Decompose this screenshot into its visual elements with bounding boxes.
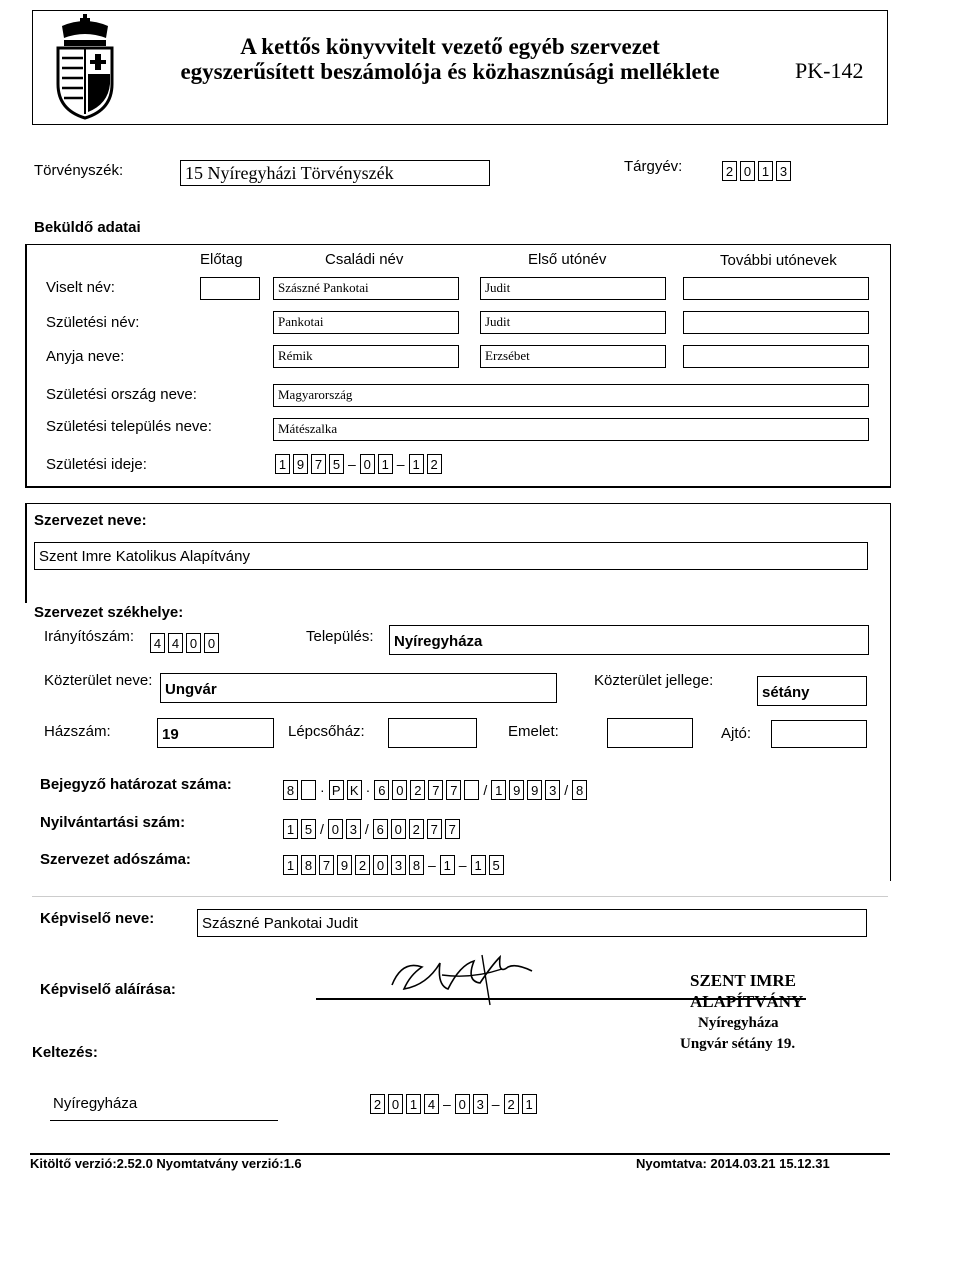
date-label: Keltezés: — [32, 1044, 98, 1061]
separator: – — [458, 857, 467, 873]
digit-cell[interactable]: 7 — [445, 819, 460, 839]
digit-cell[interactable] — [464, 780, 479, 800]
street-value: Ungvár — [165, 681, 217, 698]
digit-cell[interactable]: 1 — [440, 855, 455, 875]
house-field[interactable] — [157, 718, 274, 748]
birth-city-field[interactable] — [273, 418, 869, 441]
worn-first-value: Judit — [485, 280, 511, 295]
separator: / — [320, 821, 324, 837]
digit-cell[interactable]: 4 — [150, 633, 165, 653]
digit-cell[interactable]: 3 — [776, 161, 791, 181]
tax-cells[interactable] — [283, 855, 507, 875]
separator: / — [364, 821, 369, 837]
digit-cell[interactable]: 3 — [473, 1094, 488, 1114]
signature-label: Képviselő aláírása: — [40, 981, 176, 998]
form-title-line1: A kettős könyvvitelt vezető egyéb szervezet — [240, 34, 660, 59]
birth-date-label: Születési ideje: — [46, 456, 147, 473]
city-field[interactable] — [389, 625, 869, 655]
col-prefix: Előtag — [200, 251, 243, 268]
digit-cell[interactable]: 1 — [406, 1094, 421, 1114]
digit-cell[interactable]: 1 — [275, 454, 290, 474]
birth-city-label: Születési település neve: — [46, 418, 212, 435]
digit-cell[interactable]: 1 — [471, 855, 486, 875]
col-other: További utónevek — [720, 252, 837, 269]
worn-other-field[interactable] — [683, 277, 869, 300]
digit-cell[interactable]: 0 — [328, 819, 343, 839]
worn-prefix-field[interactable] — [200, 277, 260, 300]
digit-cell[interactable]: 2 — [722, 161, 737, 181]
court-value: 15 Nyíregyházi Törvényszék — [185, 163, 394, 183]
tax-label: Szervezet adószáma: — [40, 851, 191, 868]
digit-cell[interactable]: 9 — [293, 454, 308, 474]
footer-rule — [30, 1153, 890, 1155]
house-value: 19 — [162, 726, 179, 743]
court-label: Törvényszék: — [34, 162, 124, 179]
birth-date-cells[interactable] — [275, 454, 445, 474]
city-label: Település: — [306, 628, 374, 645]
street-type-field[interactable] — [757, 676, 867, 706]
digit-cell[interactable]: P — [329, 780, 344, 800]
digit-cell[interactable]: 1 — [522, 1094, 537, 1114]
footer-right: Nyomtatva: 2014.03.21 15.12.31 — [636, 1156, 830, 1171]
zip-cells[interactable] — [150, 633, 222, 653]
digit-cell[interactable]: 0 — [740, 161, 755, 181]
reg-decision-label: Bejegyző határozat száma: — [40, 776, 232, 793]
worn-name-label: Viselt név: — [46, 279, 115, 296]
stamp-line3: Nyíregyháza — [698, 1015, 779, 1031]
stamp-line1: SZENT IMRE — [690, 971, 796, 990]
birth-country-field[interactable] — [273, 384, 869, 407]
digit-cell[interactable]: 7 — [319, 855, 334, 875]
mother-family-field[interactable] — [273, 345, 459, 368]
rep-top-rule — [32, 896, 888, 897]
street-type-value: sétány — [762, 684, 810, 701]
digit-cell[interactable]: 2 — [355, 855, 370, 875]
birth-first-value: Judit — [485, 314, 511, 329]
separator: / — [483, 782, 488, 798]
digit-cell[interactable]: 7 — [311, 454, 326, 474]
coat-of-arms-icon — [50, 14, 120, 120]
birth-country-label: Születési ország neve: — [46, 386, 197, 403]
digit-cell[interactable]: 0 — [204, 633, 219, 653]
worn-family-field[interactable] — [273, 277, 459, 300]
signature-image — [382, 945, 542, 1015]
digit-cell[interactable]: 1 — [491, 780, 506, 800]
street-type-label: Közterület jellege: — [594, 672, 714, 689]
birth-city-value: Mátészalka — [278, 421, 338, 436]
door-field[interactable] — [771, 720, 867, 748]
digit-cell[interactable]: 9 — [509, 780, 524, 800]
form-title-line2: egyszerűsített beszámolója és közhasznúsági melléklete — [180, 59, 720, 84]
digit-cell[interactable]: 4 — [424, 1094, 439, 1114]
separator: / — [564, 782, 569, 798]
digit-cell[interactable]: 2 — [370, 1094, 385, 1114]
place-value: Nyíregyháza — [53, 1095, 138, 1112]
digit-cell[interactable]: 2 — [409, 819, 424, 839]
mother-first-field[interactable] — [480, 345, 666, 368]
form-code: PK-142 — [795, 58, 864, 83]
digit-cell[interactable]: 5 — [301, 819, 316, 839]
sender-left-rule — [25, 244, 27, 488]
digit-cell[interactable]: 7 — [427, 819, 442, 839]
floor-label: Emelet: — [508, 723, 559, 740]
door-label: Ajtó: — [721, 725, 752, 742]
floor-field[interactable] — [607, 718, 693, 748]
separator: – — [428, 857, 436, 873]
org-seat-label: Szervezet székhelye: — [34, 604, 184, 621]
digit-cell[interactable]: 9 — [527, 780, 542, 800]
digit-cell[interactable]: 1 — [283, 855, 298, 875]
stamp-line4: Ungvár sétány 19. — [680, 1036, 796, 1052]
digit-cell[interactable]: 0 — [455, 1094, 470, 1114]
separator: · — [320, 782, 325, 798]
separator: · — [365, 782, 371, 798]
year-cells[interactable] — [722, 161, 794, 181]
mother-name-label: Anyja neve: — [46, 348, 125, 365]
digit-cell[interactable]: 9 — [337, 855, 352, 875]
mother-family-value: Rémik — [278, 348, 313, 363]
city-value: Nyíregyháza — [394, 633, 483, 650]
digit-cell[interactable]: 8 — [409, 855, 424, 875]
court-field[interactable] — [180, 160, 490, 186]
digit-cell[interactable]: 3 — [391, 855, 406, 875]
digit-cell[interactable]: 0 — [186, 633, 201, 653]
digit-cell[interactable]: 8 — [283, 780, 298, 800]
digit-cell[interactable]: 0 — [392, 780, 407, 800]
separator: – — [443, 1096, 451, 1112]
year-label: Tárgyév: — [624, 158, 683, 175]
digit-cell[interactable]: 3 — [545, 780, 560, 800]
stair-label: Lépcsőház: — [288, 723, 365, 740]
digit-cell[interactable]: 0 — [373, 855, 388, 875]
birth-family-field[interactable] — [273, 311, 459, 334]
digit-cell[interactable]: 3 — [346, 819, 361, 839]
digit-cell[interactable] — [301, 780, 316, 800]
reg-decision-cells[interactable] — [283, 780, 590, 800]
stair-field[interactable] — [388, 718, 477, 748]
worn-first-field[interactable] — [480, 277, 666, 300]
rep-name-field[interactable] — [197, 909, 867, 937]
digit-cell[interactable]: 2 — [504, 1094, 519, 1114]
digit-cell[interactable]: 5 — [329, 454, 344, 474]
digit-cell[interactable]: 0 — [391, 819, 406, 839]
mother-other-field[interactable] — [683, 345, 869, 368]
worn-family-value: Szászné Pankotai — [278, 280, 369, 295]
sender-heading: Beküldő adatai — [34, 219, 141, 236]
digit-cell[interactable]: 1 — [409, 454, 424, 474]
digit-cell[interactable]: 1 — [378, 454, 393, 474]
birth-other-field[interactable] — [683, 311, 869, 334]
org-name-field[interactable] — [34, 542, 868, 570]
digit-cell[interactable]: 6 — [373, 819, 388, 839]
zip-label: Irányítószám: — [44, 628, 135, 645]
org-name-value: Szent Imre Katolikus Alapítvány — [39, 548, 250, 565]
digit-cell[interactable]: K — [347, 780, 362, 800]
org-name-label: Szervezet neve: — [34, 512, 147, 529]
sender-bottom-rule — [25, 486, 891, 488]
digit-cell[interactable]: 4 — [168, 633, 183, 653]
birth-country-value: Magyarország — [278, 387, 353, 402]
stamp-line2: ALAPÍTVÁNY — [690, 992, 804, 1011]
separator: – — [491, 1096, 500, 1112]
registry-label: Nyilvántartási szám: — [40, 814, 186, 831]
digit-cell[interactable]: 1 — [758, 161, 773, 181]
digit-cell[interactable]: 2 — [427, 454, 442, 474]
place-line — [50, 1120, 278, 1121]
digit-cell[interactable]: 0 — [388, 1094, 403, 1114]
digit-cell[interactable]: 5 — [489, 855, 504, 875]
birth-first-field[interactable] — [480, 311, 666, 334]
birth-family-value: Pankotai — [278, 314, 324, 329]
col-first: Első utónév — [528, 251, 607, 268]
rep-name-value: Szászné Pankotai Judit — [202, 915, 358, 932]
date-cells[interactable] — [370, 1094, 540, 1114]
digit-cell[interactable]: 6 — [374, 780, 389, 800]
house-label: Házszám: — [44, 723, 111, 740]
digit-cell[interactable]: 7 — [428, 780, 443, 800]
digit-cell[interactable]: 8 — [572, 780, 587, 800]
separator: – — [396, 456, 405, 472]
registry-cells[interactable] — [283, 819, 463, 839]
col-family: Családi név — [325, 251, 404, 268]
digit-cell[interactable]: 8 — [301, 855, 316, 875]
birth-name-label: Születési név: — [46, 314, 140, 331]
mother-first-value: Erzsébet — [485, 348, 530, 363]
digit-cell[interactable]: 2 — [410, 780, 425, 800]
org-left-rule — [25, 503, 27, 603]
rep-name-label: Képviselő neve: — [40, 910, 155, 927]
digit-cell[interactable]: 7 — [446, 780, 461, 800]
street-field[interactable] — [160, 673, 557, 703]
footer-left: Kitöltő verzió:2.52.0 Nyomtatvány verzió:1.6 — [30, 1156, 302, 1171]
digit-cell[interactable]: 0 — [360, 454, 375, 474]
separator: – — [348, 456, 356, 472]
street-label: Közterület neve: — [44, 672, 153, 689]
digit-cell[interactable]: 1 — [283, 819, 298, 839]
